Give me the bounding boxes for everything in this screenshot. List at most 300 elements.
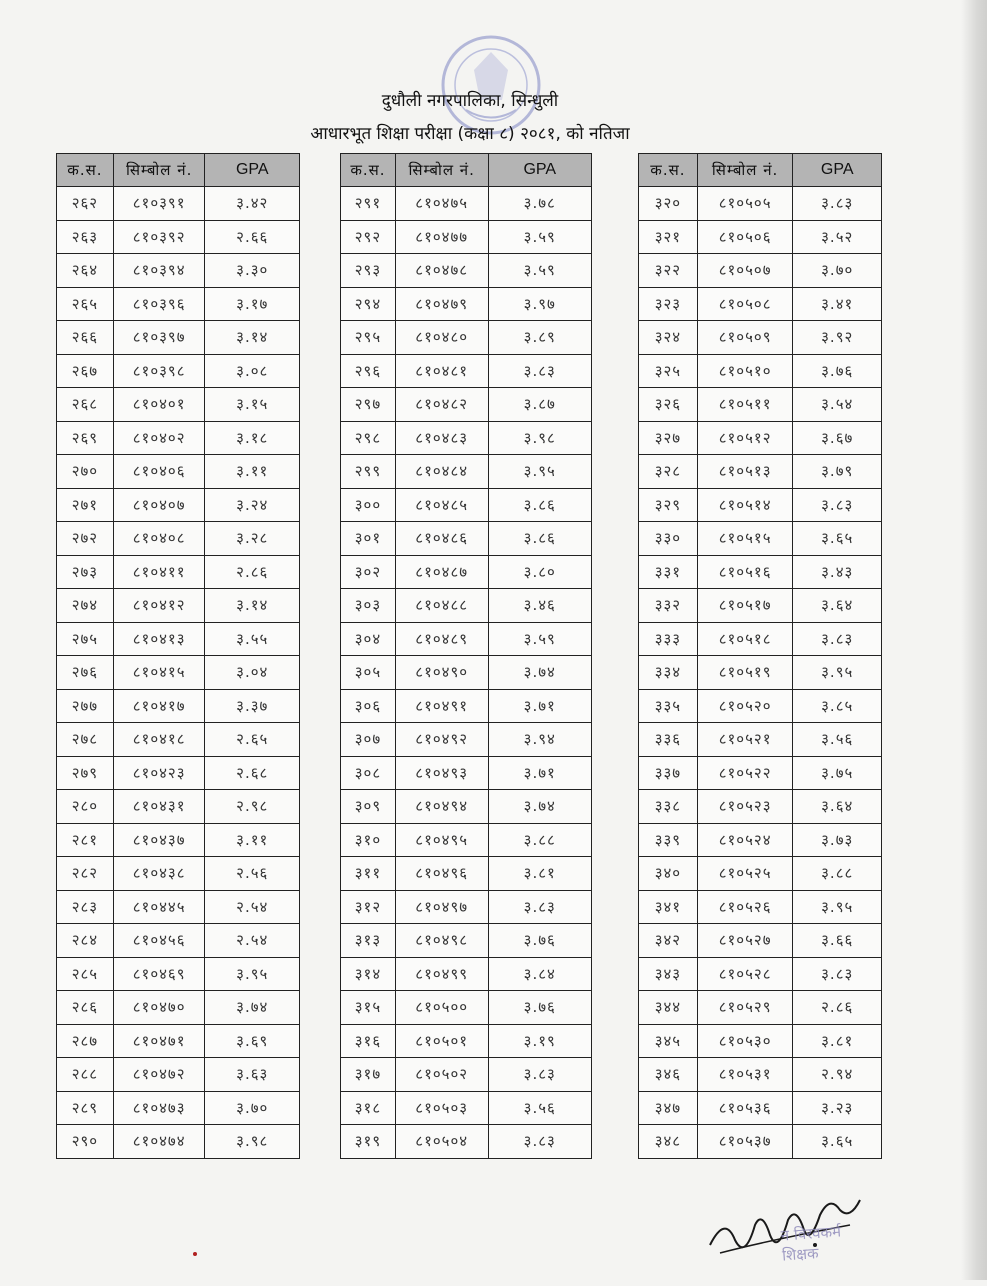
gpa-cell: ३.८० xyxy=(488,555,591,589)
table-row xyxy=(639,321,882,355)
gpa-cell: ३.५४ xyxy=(793,388,882,422)
gpa-cell: ३.७१ xyxy=(488,756,591,790)
gpa-cell: ३.२४ xyxy=(205,488,300,522)
table-row xyxy=(341,321,592,355)
serial-cell: २९४ xyxy=(341,287,396,321)
table-row xyxy=(57,756,300,790)
gpa-cell: ३.८८ xyxy=(793,857,882,891)
gpa-cell: ३.८३ xyxy=(488,354,591,388)
gpa-cell: ३.८९ xyxy=(488,321,591,355)
serial-cell: २९९ xyxy=(341,455,396,489)
serial-cell: ३४५ xyxy=(639,1024,698,1058)
symbol-no-cell: ८१०४३१ xyxy=(113,790,205,824)
table-row xyxy=(341,187,592,221)
table-row xyxy=(639,555,882,589)
symbol-no-cell: ८१०५३० xyxy=(697,1024,793,1058)
symbol-no-cell: ८१०४११ xyxy=(113,555,205,589)
serial-cell: ३१० xyxy=(341,823,396,857)
table-row xyxy=(341,622,592,656)
gpa-cell: ३.५९ xyxy=(488,254,591,288)
serial-cell: २६३ xyxy=(57,220,114,254)
symbol-no-cell: ८१०५२५ xyxy=(697,857,793,891)
serial-cell: ३२६ xyxy=(639,388,698,422)
serial-cell: ३४० xyxy=(639,857,698,891)
symbol-no-cell: ८१०५२९ xyxy=(697,991,793,1025)
serial-cell: ३०६ xyxy=(341,689,396,723)
serial-cell: २८१ xyxy=(57,823,114,857)
serial-cell: ३१८ xyxy=(341,1091,396,1125)
symbol-no-cell: ८१०४९४ xyxy=(395,790,488,824)
table-row xyxy=(639,354,882,388)
result-table-1 xyxy=(56,153,300,1159)
table-row xyxy=(57,220,300,254)
table-row xyxy=(341,790,592,824)
gpa-cell: ३.७१ xyxy=(488,689,591,723)
table-row xyxy=(57,689,300,723)
table-row xyxy=(57,857,300,891)
table-row xyxy=(639,756,882,790)
serial-cell: २६२ xyxy=(57,187,114,221)
table-row xyxy=(639,1058,882,1092)
table-row xyxy=(341,756,592,790)
gpa-cell: ३.३० xyxy=(205,254,300,288)
gpa-cell: ३.८१ xyxy=(488,857,591,891)
gpa-cell: ३.१५ xyxy=(205,388,300,422)
table-row xyxy=(341,287,592,321)
serial-cell: २६४ xyxy=(57,254,114,288)
table-row xyxy=(57,589,300,623)
table-row xyxy=(57,421,300,455)
symbol-no-cell: ८१०५०१ xyxy=(395,1024,488,1058)
table-row xyxy=(341,823,592,857)
symbol-no-cell: ८१०३९४ xyxy=(113,254,205,288)
serial-cell: २६५ xyxy=(57,287,114,321)
gpa-cell: ३.१४ xyxy=(205,321,300,355)
table-row xyxy=(57,354,300,388)
table-row xyxy=(639,1091,882,1125)
exam-result-subtitle: आधारभूत शिक्षा परीक्षा (कक्षा ८) २०८१, को नतिजा xyxy=(310,124,630,144)
gpa-cell: ३.७८ xyxy=(488,187,591,221)
gpa-cell: ३.९४ xyxy=(488,723,591,757)
table-row xyxy=(341,1024,592,1058)
serial-cell: ३१२ xyxy=(341,890,396,924)
serial-cell: २९६ xyxy=(341,354,396,388)
table-row xyxy=(639,421,882,455)
table-row xyxy=(57,622,300,656)
gpa-header: GPA xyxy=(793,154,882,187)
symbol-no-cell: ८१०५१० xyxy=(697,354,793,388)
table-header-row xyxy=(341,154,592,187)
serial-cell: २८४ xyxy=(57,924,114,958)
symbol-no-cell: ८१०४८८ xyxy=(395,589,488,623)
symbol-no-cell: ८१०४८५ xyxy=(395,488,488,522)
serial-cell: २७५ xyxy=(57,622,114,656)
gpa-cell: ३.६६ xyxy=(793,924,882,958)
gpa-cell: ३.३७ xyxy=(205,689,300,723)
gpa-cell: ३.४३ xyxy=(793,555,882,589)
serial-cell: ३१९ xyxy=(341,1125,396,1159)
symbol-no-cell: ८१०४९३ xyxy=(395,756,488,790)
gpa-cell: २.६५ xyxy=(205,723,300,757)
gpa-cell: ३.२३ xyxy=(793,1091,882,1125)
table-row xyxy=(57,1125,300,1159)
gpa-cell: ३.६५ xyxy=(793,1125,882,1159)
symbol-no-cell: ८१०५२३ xyxy=(697,790,793,824)
symbol-no-cell: ८१०५१६ xyxy=(697,555,793,589)
result-table-3 xyxy=(638,153,882,1159)
serial-cell: २८८ xyxy=(57,1058,114,1092)
serial-cell: २७० xyxy=(57,455,114,489)
serial-cell: २९० xyxy=(57,1125,114,1159)
symbol-no-cell: ८१०४८४ xyxy=(395,455,488,489)
gpa-cell: ३.९८ xyxy=(205,1125,300,1159)
table-row xyxy=(341,220,592,254)
gpa-cell: ३.८७ xyxy=(488,388,591,422)
table-row xyxy=(57,991,300,1025)
serial-cell: ३३९ xyxy=(639,823,698,857)
serial-cell: ३२५ xyxy=(639,354,698,388)
serial-cell: ३२२ xyxy=(639,254,698,288)
serial-cell: २७९ xyxy=(57,756,114,790)
serial-cell: ३४४ xyxy=(639,991,698,1025)
gpa-cell: ३.०४ xyxy=(205,656,300,690)
symbol-no-cell: ८१०५२२ xyxy=(697,756,793,790)
serial-cell: २९३ xyxy=(341,254,396,288)
symbol-no-cell: ८१०४८२ xyxy=(395,388,488,422)
gpa-cell: ३.१७ xyxy=(205,287,300,321)
serial-cell: ३०८ xyxy=(341,756,396,790)
table-row xyxy=(57,924,300,958)
symbol-no-cell: ८१०४९१ xyxy=(395,689,488,723)
gpa-cell: ३.५५ xyxy=(205,622,300,656)
gpa-cell: २.६८ xyxy=(205,756,300,790)
gpa-cell: ३.७९ xyxy=(793,455,882,489)
gpa-cell: ३.७६ xyxy=(488,924,591,958)
serial-cell: ३२८ xyxy=(639,455,698,489)
table-row xyxy=(341,656,592,690)
serial-cell: ३३५ xyxy=(639,689,698,723)
gpa-cell: ३.५६ xyxy=(793,723,882,757)
gpa-cell: ३.१४ xyxy=(205,589,300,623)
symbol-no-cell: ८१०४७५ xyxy=(395,187,488,221)
symbol-no-cell: ८१०४९८ xyxy=(395,924,488,958)
serial-cell: ३४६ xyxy=(639,1058,698,1092)
symbol-no-cell: ८१०५१४ xyxy=(697,488,793,522)
symbol-no-cell: ८१०५१८ xyxy=(697,622,793,656)
serial-cell: २७३ xyxy=(57,555,114,589)
symbol-no-cell: ८१०४०१ xyxy=(113,388,205,422)
gpa-cell: २.९८ xyxy=(205,790,300,824)
table-header-row xyxy=(639,154,882,187)
symbol-no-cell: ८१०४३८ xyxy=(113,857,205,891)
table-row xyxy=(639,488,882,522)
table-row xyxy=(57,957,300,991)
symbol-no-cell: ८१०४९६ xyxy=(395,857,488,891)
gpa-cell: २.६६ xyxy=(205,220,300,254)
serial-cell: ३२४ xyxy=(639,321,698,355)
symbol-no-cell: ८१०५०५ xyxy=(697,187,793,221)
symbol-no-cell: ८१०५०९ xyxy=(697,321,793,355)
serial-cell: ३४३ xyxy=(639,957,698,991)
serial-cell: ३३६ xyxy=(639,723,698,757)
gpa-cell: ३.८६ xyxy=(488,522,591,556)
table-row xyxy=(639,823,882,857)
serial-cell: ३०७ xyxy=(341,723,396,757)
table-row xyxy=(639,890,882,924)
table-row xyxy=(57,1058,300,1092)
teacher-stamp: न विरवकर्म शिक्षक xyxy=(780,1222,842,1265)
gpa-cell: ३.८८ xyxy=(488,823,591,857)
serial-header: क.स. xyxy=(57,154,114,187)
symbol-no-cell: ८१०५०७ xyxy=(697,254,793,288)
gpa-cell: ३.२८ xyxy=(205,522,300,556)
table-row xyxy=(639,455,882,489)
table-row xyxy=(639,187,882,221)
serial-cell: ३०५ xyxy=(341,656,396,690)
serial-cell: ३३४ xyxy=(639,656,698,690)
gpa-cell: ३.८३ xyxy=(488,1125,591,1159)
gpa-cell: ३.८६ xyxy=(488,488,591,522)
table-row xyxy=(639,656,882,690)
symbol-no-cell: ८१०५१५ xyxy=(697,522,793,556)
serial-cell: ३०३ xyxy=(341,589,396,623)
table-row xyxy=(639,287,882,321)
table-row xyxy=(341,890,592,924)
serial-cell: २८३ xyxy=(57,890,114,924)
gpa-cell: ३.१८ xyxy=(205,421,300,455)
symbol-no-cell: ८१०३९१ xyxy=(113,187,205,221)
serial-cell: २७८ xyxy=(57,723,114,757)
symbol-no-cell: ८१०५१७ xyxy=(697,589,793,623)
gpa-cell: ३.७४ xyxy=(488,790,591,824)
gpa-cell: ३.९८ xyxy=(488,421,591,455)
symbol-no-cell: ८१०३९७ xyxy=(113,321,205,355)
gpa-cell: ३.०८ xyxy=(205,354,300,388)
serial-cell: ३२३ xyxy=(639,287,698,321)
table-row xyxy=(639,1024,882,1058)
serial-cell: २८६ xyxy=(57,991,114,1025)
serial-cell: २९१ xyxy=(341,187,396,221)
table-row xyxy=(639,991,882,1025)
serial-cell: ३१६ xyxy=(341,1024,396,1058)
serial-cell: २७६ xyxy=(57,656,114,690)
table-row xyxy=(639,522,882,556)
serial-cell: ३४७ xyxy=(639,1091,698,1125)
symbol-no-cell: ८१०५२७ xyxy=(697,924,793,958)
gpa-cell: ३.९२ xyxy=(793,321,882,355)
symbol-no-cell: ८१०४४५ xyxy=(113,890,205,924)
gpa-cell: ३.७० xyxy=(793,254,882,288)
symbol-no-cell: ८१०५२० xyxy=(697,689,793,723)
gpa-cell: ३.६९ xyxy=(205,1024,300,1058)
symbol-no-cell: ८१०४९० xyxy=(395,656,488,690)
table-row xyxy=(57,723,300,757)
gpa-cell: ३.७६ xyxy=(488,991,591,1025)
serial-cell: ३०४ xyxy=(341,622,396,656)
serial-cell: ३२९ xyxy=(639,488,698,522)
serial-cell: २८७ xyxy=(57,1024,114,1058)
serial-cell: २९५ xyxy=(341,321,396,355)
gpa-cell: ३.६३ xyxy=(205,1058,300,1092)
serial-cell: ३०२ xyxy=(341,555,396,589)
table-row xyxy=(341,388,592,422)
symbol-no-cell: ८१०४७८ xyxy=(395,254,488,288)
symbol-no-cell: ८१०४१३ xyxy=(113,622,205,656)
table-row xyxy=(57,455,300,489)
table-row xyxy=(341,589,592,623)
symbol-no-cell: ८१०४०६ xyxy=(113,455,205,489)
table-row xyxy=(57,1024,300,1058)
gpa-cell: ३.११ xyxy=(205,823,300,857)
serial-cell: ३३८ xyxy=(639,790,698,824)
table-row xyxy=(57,287,300,321)
table-row xyxy=(57,488,300,522)
serial-cell: २९२ xyxy=(341,220,396,254)
symbol-no-cell: ८१०५०२ xyxy=(395,1058,488,1092)
table-row xyxy=(639,220,882,254)
gpa-cell: ३.९५ xyxy=(793,890,882,924)
symbol-no-cell: ८१०४०७ xyxy=(113,488,205,522)
table-row xyxy=(57,555,300,589)
serial-cell: ३३२ xyxy=(639,589,698,623)
gpa-cell: ३.८४ xyxy=(488,957,591,991)
table-row xyxy=(341,421,592,455)
serial-cell: ३३० xyxy=(639,522,698,556)
gpa-cell: ३.१९ xyxy=(488,1024,591,1058)
serial-cell: २८५ xyxy=(57,957,114,991)
gpa-cell: ३.८१ xyxy=(793,1024,882,1058)
gpa-cell: ३.६४ xyxy=(793,589,882,623)
symbol-no-header: सिम्बोल नं. xyxy=(395,154,488,187)
symbol-no-cell: ८१०४७० xyxy=(113,991,205,1025)
serial-cell: २६६ xyxy=(57,321,114,355)
serial-cell: ३४८ xyxy=(639,1125,698,1159)
symbol-no-cell: ८१०५२६ xyxy=(697,890,793,924)
symbol-no-cell: ८१०४७३ xyxy=(113,1091,205,1125)
gpa-cell: ३.८३ xyxy=(793,187,882,221)
serial-cell: ३०९ xyxy=(341,790,396,824)
serial-cell: ३४१ xyxy=(639,890,698,924)
table-header-row xyxy=(57,154,300,187)
table-row xyxy=(639,857,882,891)
serial-cell: ३१४ xyxy=(341,957,396,991)
symbol-no-cell: ८१०४६९ xyxy=(113,957,205,991)
symbol-no-cell: ८१०५१३ xyxy=(697,455,793,489)
symbol-no-cell: ८१०५१२ xyxy=(697,421,793,455)
table-row xyxy=(341,1091,592,1125)
gpa-cell: ३.८३ xyxy=(488,1058,591,1092)
symbol-no-cell: ८१०४८७ xyxy=(395,555,488,589)
table-row xyxy=(57,656,300,690)
serial-cell: ३३७ xyxy=(639,756,698,790)
symbol-no-cell: ८१०५२८ xyxy=(697,957,793,991)
serial-cell: २७४ xyxy=(57,589,114,623)
symbol-no-cell: ८१०५०४ xyxy=(395,1125,488,1159)
serial-cell: ३३१ xyxy=(639,555,698,589)
gpa-header: GPA xyxy=(488,154,591,187)
serial-cell: ३२० xyxy=(639,187,698,221)
serial-cell: २९८ xyxy=(341,421,396,455)
symbol-no-cell: ८१०५३७ xyxy=(697,1125,793,1159)
table-row xyxy=(341,723,592,757)
table-row xyxy=(639,254,882,288)
serial-cell: २८० xyxy=(57,790,114,824)
serial-cell: ३२१ xyxy=(639,220,698,254)
gpa-cell: ३.७५ xyxy=(793,756,882,790)
table-row xyxy=(57,790,300,824)
gpa-cell: २.५६ xyxy=(205,857,300,891)
symbol-no-cell: ८१०५३१ xyxy=(697,1058,793,1092)
serial-cell: ३१३ xyxy=(341,924,396,958)
symbol-no-cell: ८१०३९६ xyxy=(113,287,205,321)
serial-cell: २७२ xyxy=(57,522,114,556)
serial-cell: २८९ xyxy=(57,1091,114,1125)
symbol-no-cell: ८१०४८० xyxy=(395,321,488,355)
symbol-no-cell: ८१०४१५ xyxy=(113,656,205,690)
table-row xyxy=(57,254,300,288)
gpa-cell: ३.७६ xyxy=(793,354,882,388)
table-row xyxy=(639,589,882,623)
symbol-no-cell: ८१०४७७ xyxy=(395,220,488,254)
gpa-cell: २.८६ xyxy=(205,555,300,589)
table-row xyxy=(341,522,592,556)
symbol-no-cell: ८१०५२४ xyxy=(697,823,793,857)
gpa-cell: ३.९५ xyxy=(793,656,882,690)
symbol-no-header: सिम्बोल नं. xyxy=(113,154,205,187)
gpa-cell: ३.५६ xyxy=(488,1091,591,1125)
ink-dot xyxy=(193,1252,197,1256)
serial-cell: २६९ xyxy=(57,421,114,455)
gpa-header: GPA xyxy=(205,154,300,187)
serial-cell: ३३३ xyxy=(639,622,698,656)
symbol-no-cell: ८१०४८९ xyxy=(395,622,488,656)
gpa-cell: ३.७४ xyxy=(488,656,591,690)
gpa-cell: ३.८३ xyxy=(488,890,591,924)
gpa-cell: ३.५९ xyxy=(488,220,591,254)
table-row xyxy=(57,321,300,355)
table-row xyxy=(57,522,300,556)
symbol-no-cell: ८१०४२३ xyxy=(113,756,205,790)
symbol-no-cell: ८१०४९२ xyxy=(395,723,488,757)
symbol-no-cell: ८१०५१९ xyxy=(697,656,793,690)
symbol-no-cell: ८१०४१७ xyxy=(113,689,205,723)
result-table-2 xyxy=(340,153,592,1159)
gpa-cell: २.५४ xyxy=(205,924,300,958)
gpa-cell: २.९४ xyxy=(793,1058,882,1092)
serial-cell: ३१७ xyxy=(341,1058,396,1092)
municipality-title: दुधौली नगरपालिका, सिन्धुली xyxy=(381,91,559,111)
symbol-no-cell: ८१०५०० xyxy=(395,991,488,1025)
gpa-cell: २.८६ xyxy=(793,991,882,1025)
gpa-cell: २.५४ xyxy=(205,890,300,924)
gpa-cell: ३.४१ xyxy=(793,287,882,321)
symbol-no-cell: ८१०४९५ xyxy=(395,823,488,857)
gpa-cell: ३.७३ xyxy=(793,823,882,857)
page-edge-shadow xyxy=(961,0,987,1280)
table-row xyxy=(57,890,300,924)
serial-cell: ३०० xyxy=(341,488,396,522)
symbol-no-cell: ८१०४७१ xyxy=(113,1024,205,1058)
table-row xyxy=(341,455,592,489)
symbol-no-cell: ८१०५०८ xyxy=(697,287,793,321)
serial-header: क.स. xyxy=(639,154,698,187)
table-row xyxy=(341,1125,592,1159)
serial-cell: २७७ xyxy=(57,689,114,723)
symbol-no-cell: ८१०४८१ xyxy=(395,354,488,388)
gpa-cell: ३.७० xyxy=(205,1091,300,1125)
table-row xyxy=(639,388,882,422)
table-row xyxy=(341,254,592,288)
